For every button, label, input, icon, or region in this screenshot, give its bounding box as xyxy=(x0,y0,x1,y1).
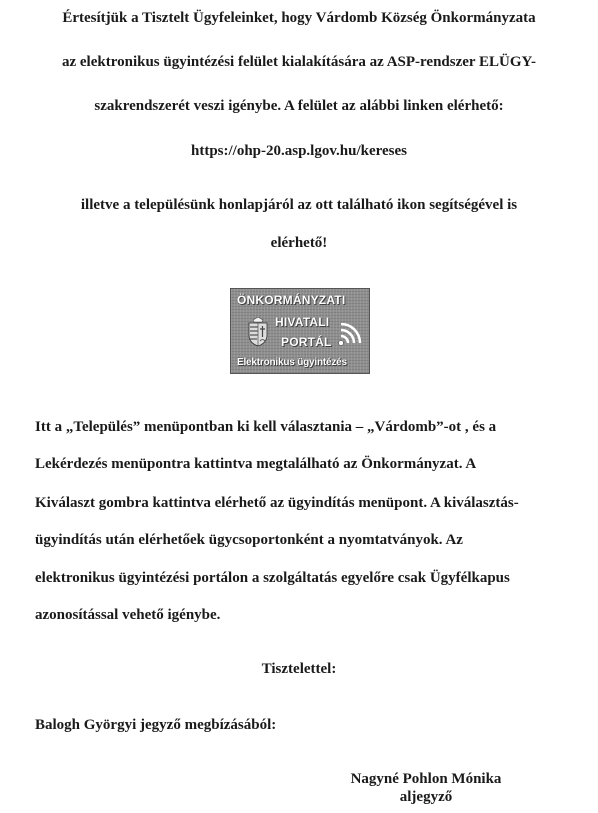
portal-link[interactable]: https://ohp-20.asp.lgov.hu/kereses xyxy=(190,143,408,159)
intro-line-2: az elektronikus ügyintézési felület kialakítására az ASP-rendszer ELÜGY- xyxy=(61,54,537,70)
signer-name: Nagyné Pohlon Mónika xyxy=(350,771,502,787)
instruction-line-4: ügyindítás után elérhetőek ügycsoportonként a nyomtatványok. Az xyxy=(35,532,463,548)
logo-subtitle: Elektronikus ügyintézés xyxy=(237,357,347,368)
portal-logo[interactable] xyxy=(230,288,370,374)
instruction-line-1: Itt a „Település” menüpontban ki kell választania – „Várdomb”-ot , és a xyxy=(35,419,497,435)
intro-line-1: Értesítjük a Tisztelt Ügyfeleinket, hogy Várdomb Község Önkormányzata xyxy=(62,10,536,26)
on-behalf-line: Balogh Györgyi jegyző megbízásából: xyxy=(35,717,277,733)
wifi-signal-icon xyxy=(335,323,365,349)
logo-title-line-1: ÖNKORMÁNYZATI xyxy=(237,293,346,307)
logo-title-line-3: PORTÁL xyxy=(281,335,332,349)
logo-title-line-2: HIVATALI xyxy=(275,315,330,329)
instruction-line-6: azonosítással vehető igénybe. xyxy=(35,607,221,623)
alt-access-line-1: illetve a településünk honlapjáról az ott található ikon segítségével is xyxy=(80,197,518,213)
instruction-line-5: elektronikus ügyintézési portálon a szolgáltatás egyelőre csak Ügyfélkapus xyxy=(35,570,510,586)
instruction-line-3: Kiválaszt gombra kattintva elérhető az ügyindítás menüpont. A kiválasztás- xyxy=(35,495,519,511)
greeting: Tisztelettel: xyxy=(261,661,337,677)
alt-access-line-2: elérhető! xyxy=(270,235,328,251)
signer-title: aljegyző xyxy=(399,789,453,805)
coat-of-arms-icon xyxy=(247,317,269,347)
intro-line-3: szakrendszerét veszi igénybe. A felület az alábbi linken elérhető: xyxy=(94,98,504,114)
instruction-line-2: Lekérdezés menüpontra kattintva megtalálható az Önkormányzat. A xyxy=(35,456,477,472)
